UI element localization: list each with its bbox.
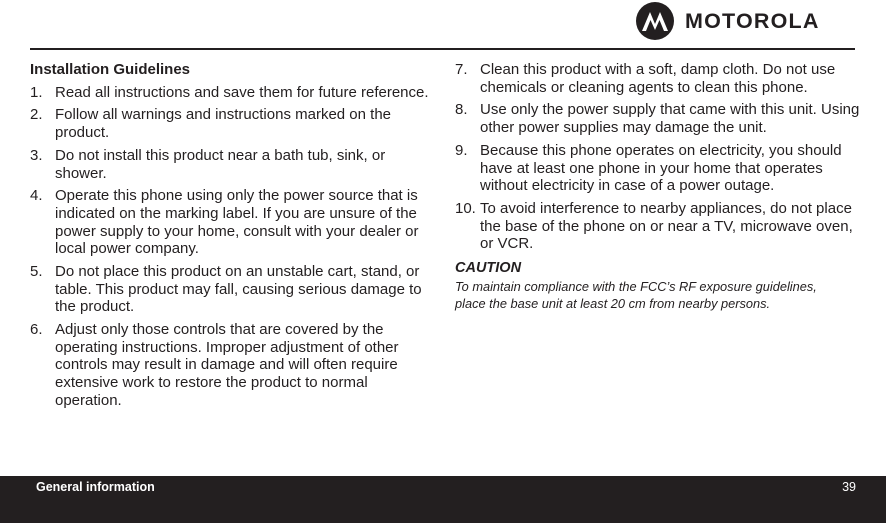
list-item [30,187,435,257]
list-item-text: Clean this product with a soft, damp cloth. Do not use chemicals or cleaning agents to clean this phone. [480,61,836,96]
list-item-number: 5. [30,263,43,281]
caution-title: CAUTION [455,259,522,276]
list-item [455,61,860,96]
left-column [30,61,435,414]
caution-text: To maintain compliance with the FCC’s RF exposure guidelines, place the base unit at least 20 cm from nearby persons. [455,279,817,312]
list-item [455,142,860,195]
list-item-number: 1. [30,83,43,101]
footer-section-label: General information [36,480,155,494]
list-item [30,106,435,141]
list-item-text: Use only the power supply that came with this unit. Using other power supplies may damage the unit. [480,101,860,137]
list-item-text: Do not install this product near a bath tub, sink, or shower. [55,146,386,182]
list-item-text: Because this phone operates on electricity, you should have at least one phone in your home that operates without electricity in case of a power outage. [480,141,842,195]
list-item-text: Do not place this product on an unstable cart, stand, or table. This product may fall, causing serious damage to the product. [55,263,422,316]
list-item-text: Read all instructions and save them for future reference. [55,83,429,101]
list-item [455,101,860,136]
list-item-text: Follow all warnings and instructions marked on the product. [55,106,391,142]
list-item [30,321,435,409]
list-item-number: 6. [30,321,43,339]
right-column [455,61,860,312]
list-item-number: 9. [455,141,468,159]
list-item [30,147,435,182]
guidelines-list-right [455,61,860,253]
page-number: 39 [842,480,856,494]
list-item [30,84,435,102]
section-heading: Installation Guidelines [30,61,191,78]
list-item-text: Adjust only those controls that are covered by the operating instructions. Improper adjustment of other controls may result in damage and will often require extensive work to restore the product to normal operation. [55,321,399,409]
list-item-text: Operate this phone using only the power source that is indicated on the marking label. If you are unsure of the power supply to your home, consult with your dealer or local power company. [55,187,419,258]
list-item [455,200,860,253]
brand-wordmark: MOTOROLA [685,8,820,33]
list-item-number: 4. [30,187,43,205]
list-item-number: 3. [30,146,43,164]
list-item-number: 7. [455,61,468,78]
list-item-number: 8. [455,101,468,119]
list-item [30,263,435,316]
header-rule [30,48,855,50]
guidelines-list-left [30,84,435,410]
list-item-text: To avoid interference to nearby appliances, do not place the base of the phone on or near a TV, microwave oven, or VCR. [480,200,853,253]
footer-bar [0,476,886,523]
motorola-batwing-icon [636,2,674,40]
brand-logo [636,2,820,40]
list-item-number: 10. [455,200,476,218]
list-item-number: 2. [30,106,43,124]
